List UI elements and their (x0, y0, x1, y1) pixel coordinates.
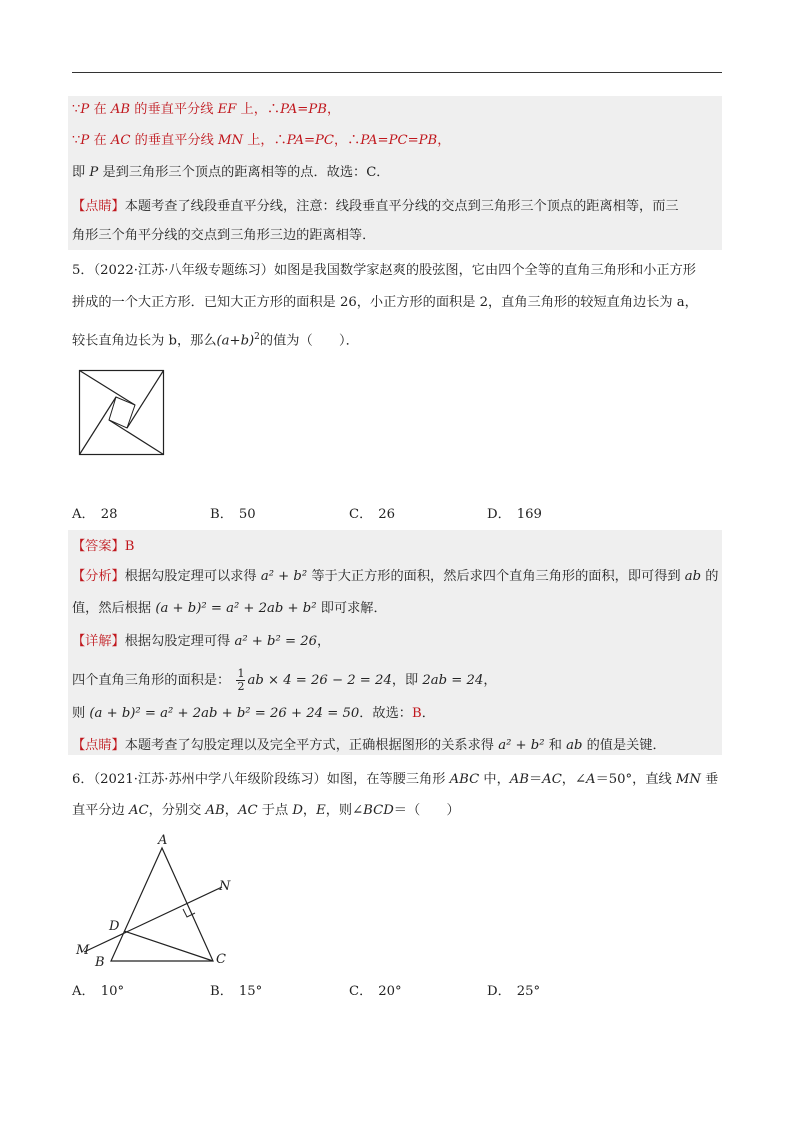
header-rule (72, 72, 722, 73)
segment-cd (124, 931, 213, 961)
prev-line-1: ∵P 在 AB 的垂直平分线 EF 上，∴PA=PB， (72, 102, 341, 117)
q5-detail-3: 则 (a + b)² = a² + 2ab + b² = 26 + 24 = 50．故选：B． (72, 706, 435, 721)
q5-stem-3: 较长直角边长为 b，那么$(a+b)^2$的值为（ ）． (72, 332, 359, 349)
q5-analysis-1: 【分析】根据勾股定理可以求得 a² + b² 等于大正方形的面积，然后求四个直角三角形的面积，即可得到 ab 的 (72, 569, 719, 584)
prev-dianjing-2: 角形三个角平分线的交点到三角形三边的距离相等． (72, 228, 376, 243)
q5-option-a: A． 28 (72, 507, 118, 522)
label-m: M (76, 943, 90, 958)
q5-dianjing: 【点睛】本题考查了勾股定理以及完全平方式，正确根据图形的关系求得 a² + b² 和 ab 的值是关键． (72, 738, 666, 753)
q5-option-c: C． 26 (349, 507, 396, 522)
triangle-edge-1 (80, 371, 136, 406)
q5-stem-1: 5．（2022·江苏·八年级专题练习）如图是我国数学家赵爽的股弦图，它由四个全等的直角三角形和小正方形 (72, 263, 696, 278)
big-square (80, 371, 164, 455)
q5-stem-2: 拼成的一个大正方形．已知大正方形的面积是 26，小正方形的面积是 2，直角三角形的较短直角边长为 a， (72, 295, 698, 310)
prev-line-2: ∵P 在 AC 的垂直平分线 MN 上，∴PA=PC，∴PA=PC=PB， (72, 133, 451, 148)
q6-option-c: C． 20° (349, 984, 402, 999)
triangle-edge-2 (127, 371, 164, 429)
prev-line-3: 即 P 是到三角形三个顶点的距离相等的点．故选：C． (72, 165, 390, 180)
q5-option-d: D． 169 (487, 507, 542, 522)
q5-analysis-2: 值，然后根据 (a + b)² = a² + 2ab + b² 即可求解． (72, 601, 387, 616)
label-a: A (158, 833, 168, 848)
q5-detail-2: 四个直角三角形的面积是： $\frac{1}{2}$ ab × 4 = 26 − 2 = 24，即 2ab = 24， (72, 667, 497, 693)
q5-figure (79, 370, 165, 456)
line-mn (84, 887, 222, 952)
label-n: N (219, 879, 231, 894)
triangle-edge-3 (109, 420, 164, 455)
prev-dianjing-1: 【点睛】本题考查了线段垂直平分线，注意：线段垂直平分线的交点到三角形三个顶点的距离相等，而三 (72, 199, 679, 214)
fraction-one-half: $\frac{1}{2}$ (237, 667, 245, 693)
q6-figure (70, 830, 240, 970)
q5-option-b: B． 50 (210, 507, 256, 522)
triangle-edge-4 (80, 397, 117, 455)
label-d: D (109, 919, 120, 934)
q6-option-d: D． 25° (487, 984, 541, 999)
q6-stem-1: 6．（2021·江苏·苏州中学八年级阶段练习）如图，在等腰三角形 ABC 中，AB＝AC，∠A＝50°，直线 MN 垂 (72, 772, 719, 787)
q6-option-b: B． 15° (210, 984, 263, 999)
label-c: C (216, 952, 226, 967)
q5-detail-1: 【详解】根据勾股定理可得 a² + b² = 26， (72, 634, 331, 649)
q5-answer: 【答案】B (72, 539, 135, 554)
label-b: B (95, 955, 105, 970)
q6-option-a: A． 10° (72, 984, 125, 999)
q6-stem-2: 直平分边 AC，分别交 AB，AC 于点 D，E，则∠BCD＝（ ） (72, 803, 460, 818)
